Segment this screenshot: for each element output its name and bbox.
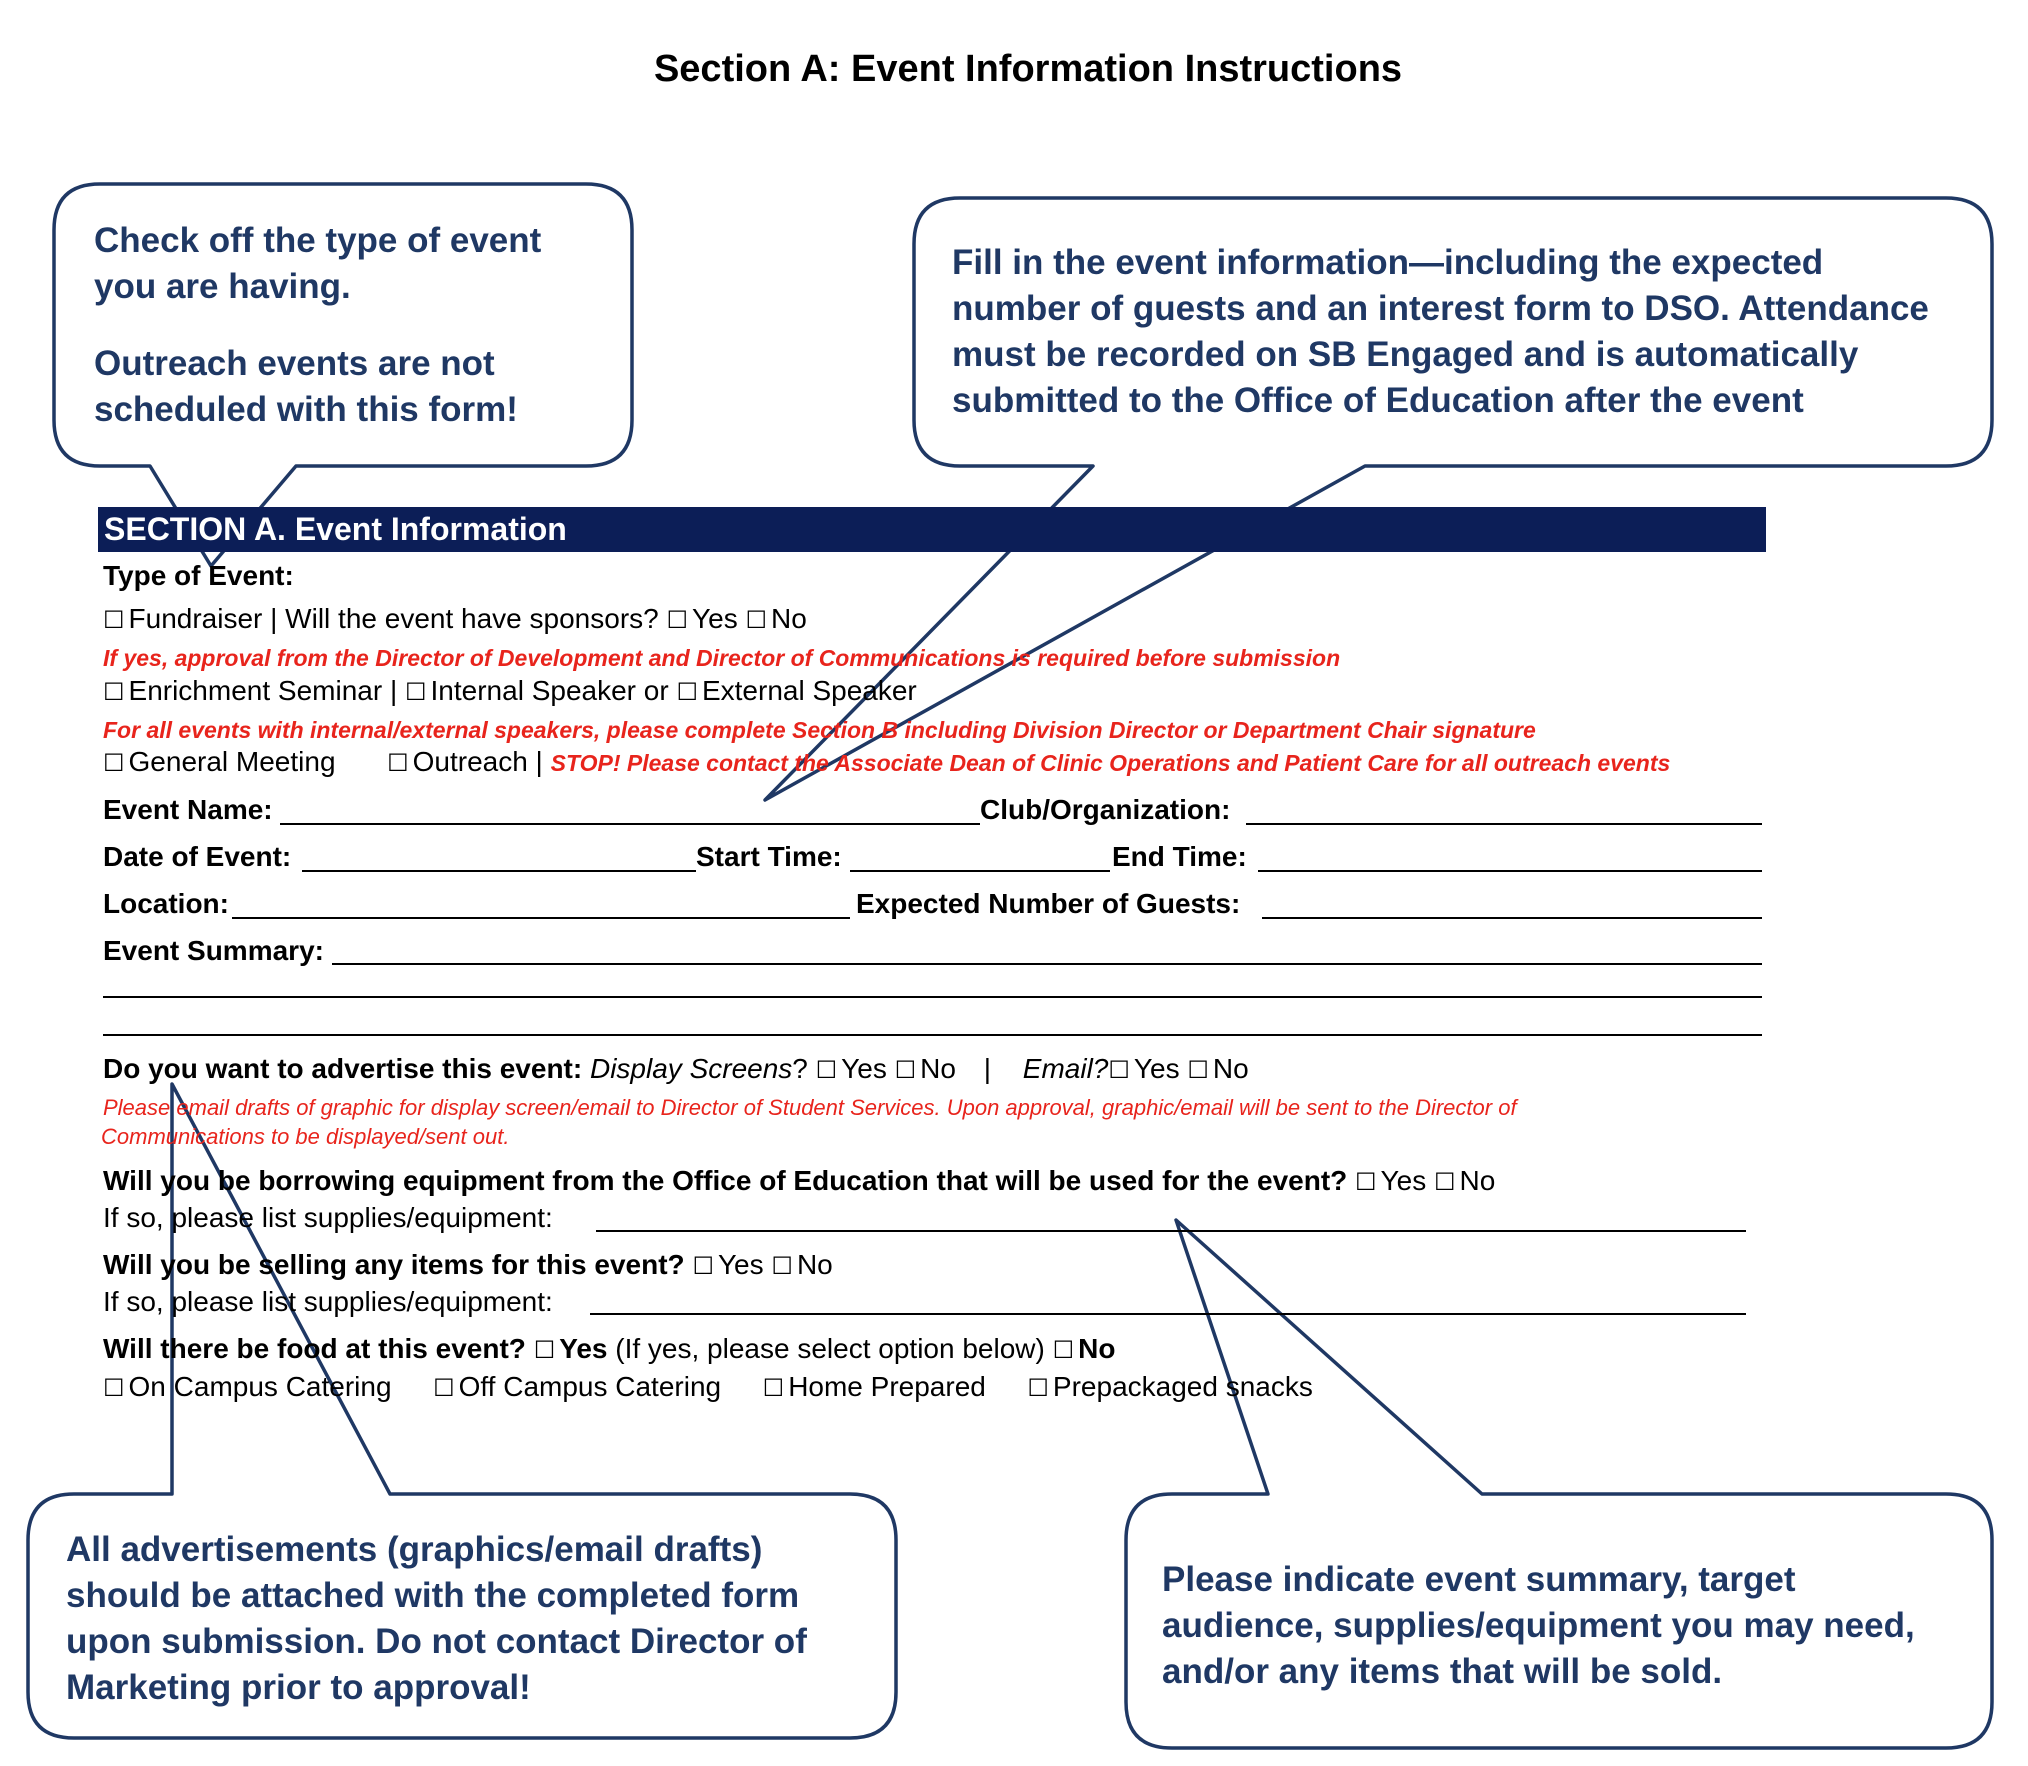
event-name-label: Event Name: [103,794,273,825]
borrowing-list-label: If so, please list supplies/equipment: [103,1202,553,1233]
fundraiser-note: If yes, approval from the Director of Development and Director of Communications is required before submission [103,645,1341,671]
advertise-note-line-1: Please email drafts of graphic for display screen/email to Director of Student Services. Upon approval, graphic/email will be sent to the Director of [103,1095,1517,1120]
home-prepared-checkbox[interactable]: ☐ [762,1374,785,1402]
on-campus-catering-checkbox[interactable]: ☐ [103,1374,125,1402]
selling-no-checkbox[interactable]: ☐ [771,1252,793,1280]
advertise-note-line-2: Communications to be displayed/sent out. [101,1124,510,1149]
type-of-event-label: Type of Event: [103,560,294,591]
selling-yes-checkbox[interactable]: ☐ [692,1252,714,1280]
summary-field-line-1[interactable] [332,963,1762,965]
guests-field[interactable] [1262,917,1762,919]
start-time-field[interactable] [850,870,1110,872]
advertise-row: Do you want to advertise this event: Display Screens? ☐ Yes ☐ No | Email?☐ Yes ☐ No [103,1051,1249,1088]
fundraiser-row: ☐ Fundraiser | Will the event have sponsors? ☐ Yes ☐ No [103,601,807,638]
display-no-checkbox[interactable]: ☐ [894,1056,917,1084]
event-name-field[interactable] [280,823,980,825]
sponsors-no-checkbox[interactable]: ☐ [745,606,767,634]
selling-list-field[interactable] [590,1313,1746,1315]
end-time-field[interactable] [1258,870,1762,872]
page-title: Section A: Event Information Instructions [653,48,1403,90]
selling-row: Will you be selling any items for this event? ☐ Yes ☐ No [103,1247,833,1284]
email-no-checkbox[interactable]: ☐ [1187,1056,1209,1084]
location-label: Location: [103,888,229,919]
food-row: Will there be food at this event? ☐ Yes (If yes, please select option below) ☐ No [103,1331,1115,1368]
food-options-row: ☐ On Campus Catering ☐ Off Campus Catering ☐ Home Prepared ☐ Prepackaged snacks [103,1369,1313,1406]
sponsors-yes-checkbox[interactable]: ☐ [666,606,689,634]
enrichment-note: For all events with internal/external speakers, please complete Section B including Division Director or Department Chair signature [103,717,1536,743]
callout-advertisements-text: All advertisements (graphics/email drafts) should be attached with the completed form upon submission. Do not contact Director of Marketing prior to approval! [66,1530,807,1707]
start-time-label: Start Time: [696,841,842,872]
prepackaged-snacks-checkbox[interactable]: ☐ [1027,1374,1049,1402]
general-meeting-checkbox[interactable]: ☐ [103,749,125,777]
borrowing-yes-checkbox[interactable]: ☐ [1355,1168,1377,1196]
borrowing-row: Will you be borrowing equipment from the Office of Education that will be used for the event? ☐ Yes ☐ No [103,1163,1495,1200]
location-field[interactable] [232,917,850,919]
enrichment-checkbox[interactable]: ☐ [103,678,125,706]
summary-field-line-2[interactable] [103,996,1762,998]
borrowing-list-field[interactable] [596,1230,1746,1232]
date-label: Date of Event: [103,841,292,872]
club-field[interactable] [1246,823,1762,825]
external-speaker-checkbox[interactable]: ☐ [676,678,698,706]
callout-summary-text: Please indicate event summary, target audience, supplies/equipment you may need, and/or any items that will be sold. [1162,1560,1915,1691]
outreach-checkbox[interactable]: ☐ [387,749,409,777]
guests-label: Expected Number of Guests: [856,888,1241,919]
outreach-note: STOP! Please contact the Associate Dean of Clinic Operations and Patient Care for all outreach events [550,750,1671,776]
club-label: Club/Organization: [980,794,1231,825]
selling-list-label: If so, please list supplies/equipment: [103,1286,553,1317]
date-field[interactable] [302,870,696,872]
enrichment-row: ☐ Enrichment Seminar | ☐ Internal Speaker or ☐ External Speaker [103,673,917,710]
internal-speaker-checkbox[interactable]: ☐ [405,678,427,706]
display-yes-checkbox[interactable]: ☐ [815,1056,838,1084]
meeting-outreach-row: ☐ General Meeting ☐ Outreach | STOP! Please contact the Associate Dean of Clinic Operations and Patient Care for all outreach events [103,744,1670,781]
food-no-checkbox[interactable]: ☐ [1052,1336,1075,1364]
fundraiser-checkbox[interactable]: ☐ [103,606,125,634]
off-campus-catering-checkbox[interactable]: ☐ [433,1374,455,1402]
callout-type-of-event-text: Check off the type of event you are having. Outreach events are not scheduled with this form! [94,221,542,429]
end-time-label: End Time: [1112,841,1247,872]
food-yes-checkbox[interactable]: ☐ [533,1336,556,1364]
summary-field-line-3[interactable] [103,1034,1762,1036]
email-yes-checkbox[interactable]: ☐ [1108,1056,1130,1084]
section-header: SECTION A. Event Information [98,507,1766,552]
borrowing-no-checkbox[interactable]: ☐ [1434,1168,1456,1196]
callout-event-info-text: Fill in the event information—including the expected number of guests and an interest form to DSO. Attendance must be recorded on SB Engaged and is automatically submitted to the Office of Education after the event [952,243,1929,420]
summary-label: Event Summary: [103,935,324,966]
